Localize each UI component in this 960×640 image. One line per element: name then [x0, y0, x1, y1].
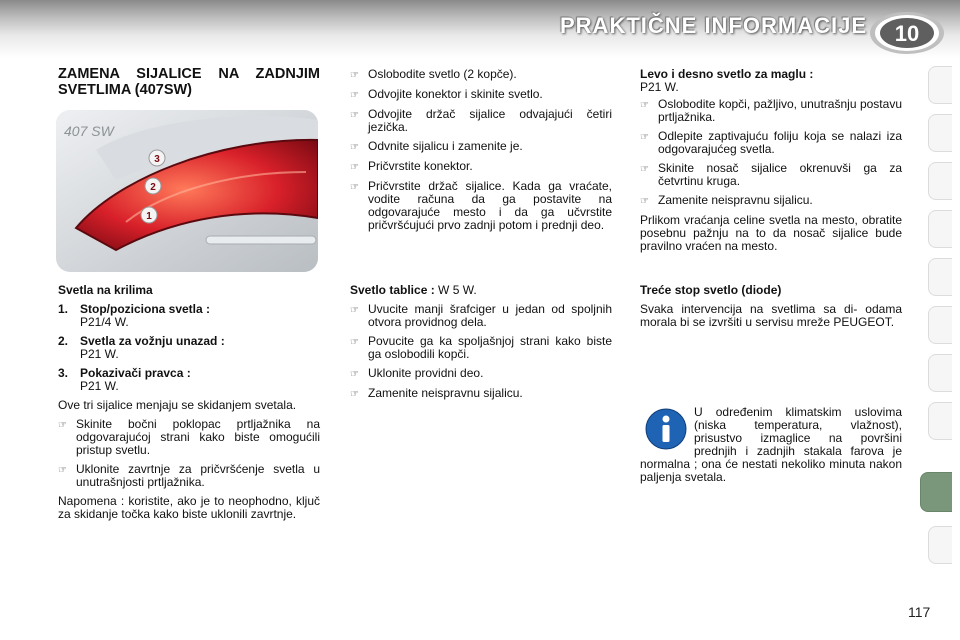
- hand-pointer-icon: ☞: [350, 305, 359, 316]
- column-middle: [350, 68, 612, 238]
- bullet-item: ☞ Odvojite držač sijalice odvajajući četiri jezička.: [350, 107, 612, 134]
- hand-pointer-icon: ☞: [350, 182, 359, 193]
- column-middle-lower: [350, 284, 612, 407]
- plate-light-line: Svetlo tablice : W 5 W.: [350, 283, 477, 297]
- chapter-badge-shape: [868, 10, 946, 56]
- bullet-item: ☞ Odlepite zaptivajuću foliju koja se nalazi iza odgovarajućeg svetla.: [640, 129, 902, 156]
- side-tab[interactable]: [928, 66, 952, 104]
- list-item: 3. Pokazivači pravca : P21 W.: [58, 366, 191, 393]
- svg-text:2: 2: [150, 182, 156, 193]
- section-heading: ZAMENA SIJALICE NA ZADNJIM SVETLIMA (407SW): [58, 66, 320, 98]
- side-tab[interactable]: [928, 526, 952, 564]
- svg-text:3: 3: [154, 154, 160, 165]
- bullet-item: ☞ Skinite bočni poklopac prtljažnika na odgovarajućoj strani kako biste omogućili pristup svetlu.: [58, 417, 320, 457]
- callout-2: [145, 178, 161, 194]
- callout-3: [149, 150, 165, 166]
- side-tab[interactable]: [928, 354, 952, 392]
- hand-pointer-icon: ☞: [350, 162, 359, 173]
- bullet-item: ☞ Oslobodite svetlo (2 kopče).: [350, 67, 517, 81]
- column-right-lower: [640, 284, 902, 335]
- model-label: 407 SW: [64, 123, 114, 139]
- side-tabs: [928, 66, 952, 576]
- bullet-item: ☞ Oslobodite kopči, pažljivo, unutrašnju postavu prtljažnika.: [640, 97, 902, 124]
- column-left: [58, 284, 320, 527]
- chapter-number: 10: [894, 21, 920, 46]
- sub-heading: Svetla na krilima: [58, 283, 153, 297]
- bullet-item: ☞ Pričvrstite držač sijalice. Kada ga vraćate, vodite računa da ga postavite na odgovarajuće mesto i da ga učvrstite pričvršćujući prvo zadnji potom i prednji deo.: [350, 179, 612, 232]
- paragraph: Prlikom vraćanja celine svetla na mesto, obratite posebnu pažnju na to da nosač sijalice bude pravilno vraćen na mesto.: [640, 213, 902, 253]
- tail-light-photo: [56, 110, 318, 272]
- paragraph: Svaka intervencija na svetlima sa di- odama morala bi se izvršiti u servisu mreže PEUGEOT.: [640, 302, 902, 329]
- info-note-text: U određenim klimatskim uslovima (niska temperatura, vlažnost), prisustvo izmaglice na površini prednjih i zadnjih stakala farova je normalna ; ona će nestati nekoliko minuta nakon paljenja svetala.: [640, 405, 902, 484]
- bullet-item: ☞ Zamenite neispravnu sijalicu.: [640, 193, 813, 207]
- side-tab[interactable]: [928, 162, 952, 200]
- hand-pointer-icon: ☞: [640, 100, 649, 111]
- bullet-item: ☞ Skinite nosač sijalice okrenuvši ga za četvrtinu kruga.: [640, 161, 902, 188]
- hand-pointer-icon: ☞: [640, 164, 649, 175]
- bullet-item: ☞ Pričvrstite konektor.: [350, 159, 473, 173]
- hand-pointer-icon: ☞: [640, 196, 649, 207]
- bullet-item: ☞ Zamenite neispravnu sijalicu.: [350, 386, 523, 400]
- note-paragraph: Napomena : koristite, ako je to neophodno, ključ za skidanje točka kako biste uklonili zavrtnje.: [58, 494, 320, 521]
- side-tab[interactable]: [928, 114, 952, 152]
- bullet-item: ☞ Odvojite konektor i skinite svetlo.: [350, 87, 543, 101]
- side-tab[interactable]: [928, 210, 952, 248]
- column-right: [640, 68, 902, 259]
- hand-pointer-icon: ☞: [58, 420, 67, 431]
- svg-text:1: 1: [146, 211, 152, 222]
- side-tab[interactable]: [928, 258, 952, 296]
- bullet-item: ☞ Uvucite manji šrafciger u jedan od spoljnih otvora providnog dela.: [350, 302, 612, 329]
- hand-pointer-icon: ☞: [350, 369, 359, 380]
- hand-pointer-icon: ☞: [350, 110, 359, 121]
- bullet-item: ☞ Odvnite sijalicu i zamenite je.: [350, 139, 523, 153]
- side-tab-active[interactable]: [920, 472, 952, 512]
- sub-heading: Treće stop svetlo (diode): [640, 283, 782, 297]
- hand-pointer-icon: ☞: [350, 337, 359, 348]
- paragraph: Ove tri sijalice menjaju se skidanjem svetala.: [58, 398, 297, 412]
- chapter-badge: [868, 10, 946, 61]
- callout-1: [141, 207, 157, 223]
- page-title: PRAKTIČNE INFORMACIJE: [560, 13, 868, 38]
- hand-pointer-icon: ☞: [350, 90, 359, 101]
- list-item: 2. Svetla za vožnju unazad : P21 W.: [58, 334, 225, 361]
- bullet-item: ☞ Uklonite zavrtnje za pričvršćenje svetla u unutrašnjosti prtljažnika.: [58, 462, 320, 489]
- hand-pointer-icon: ☞: [640, 132, 649, 143]
- hand-pointer-icon: ☞: [350, 142, 359, 153]
- page-number: 117: [908, 604, 931, 620]
- fog-light-line: Levo i desno svetlo za maglu : P21 W.: [640, 67, 814, 94]
- info-icon: [644, 407, 688, 456]
- col1-heading-wrap: [58, 66, 320, 104]
- list-item: 1. Stop/poziciona svetla : P21/4 W.: [58, 302, 211, 329]
- tail-light-illustration: [56, 110, 318, 272]
- hand-pointer-icon: ☞: [58, 465, 67, 476]
- bullet-item: ☞ Uklonite providni deo.: [350, 366, 484, 380]
- hand-pointer-icon: ☞: [350, 70, 359, 81]
- hand-pointer-icon: ☞: [350, 389, 359, 400]
- bullet-item: ☞ Povucite ga ka spoljašnjoj strani kako biste ga oslobodili kopči.: [350, 334, 612, 361]
- side-tab[interactable]: [928, 306, 952, 344]
- side-tab[interactable]: [928, 402, 952, 440]
